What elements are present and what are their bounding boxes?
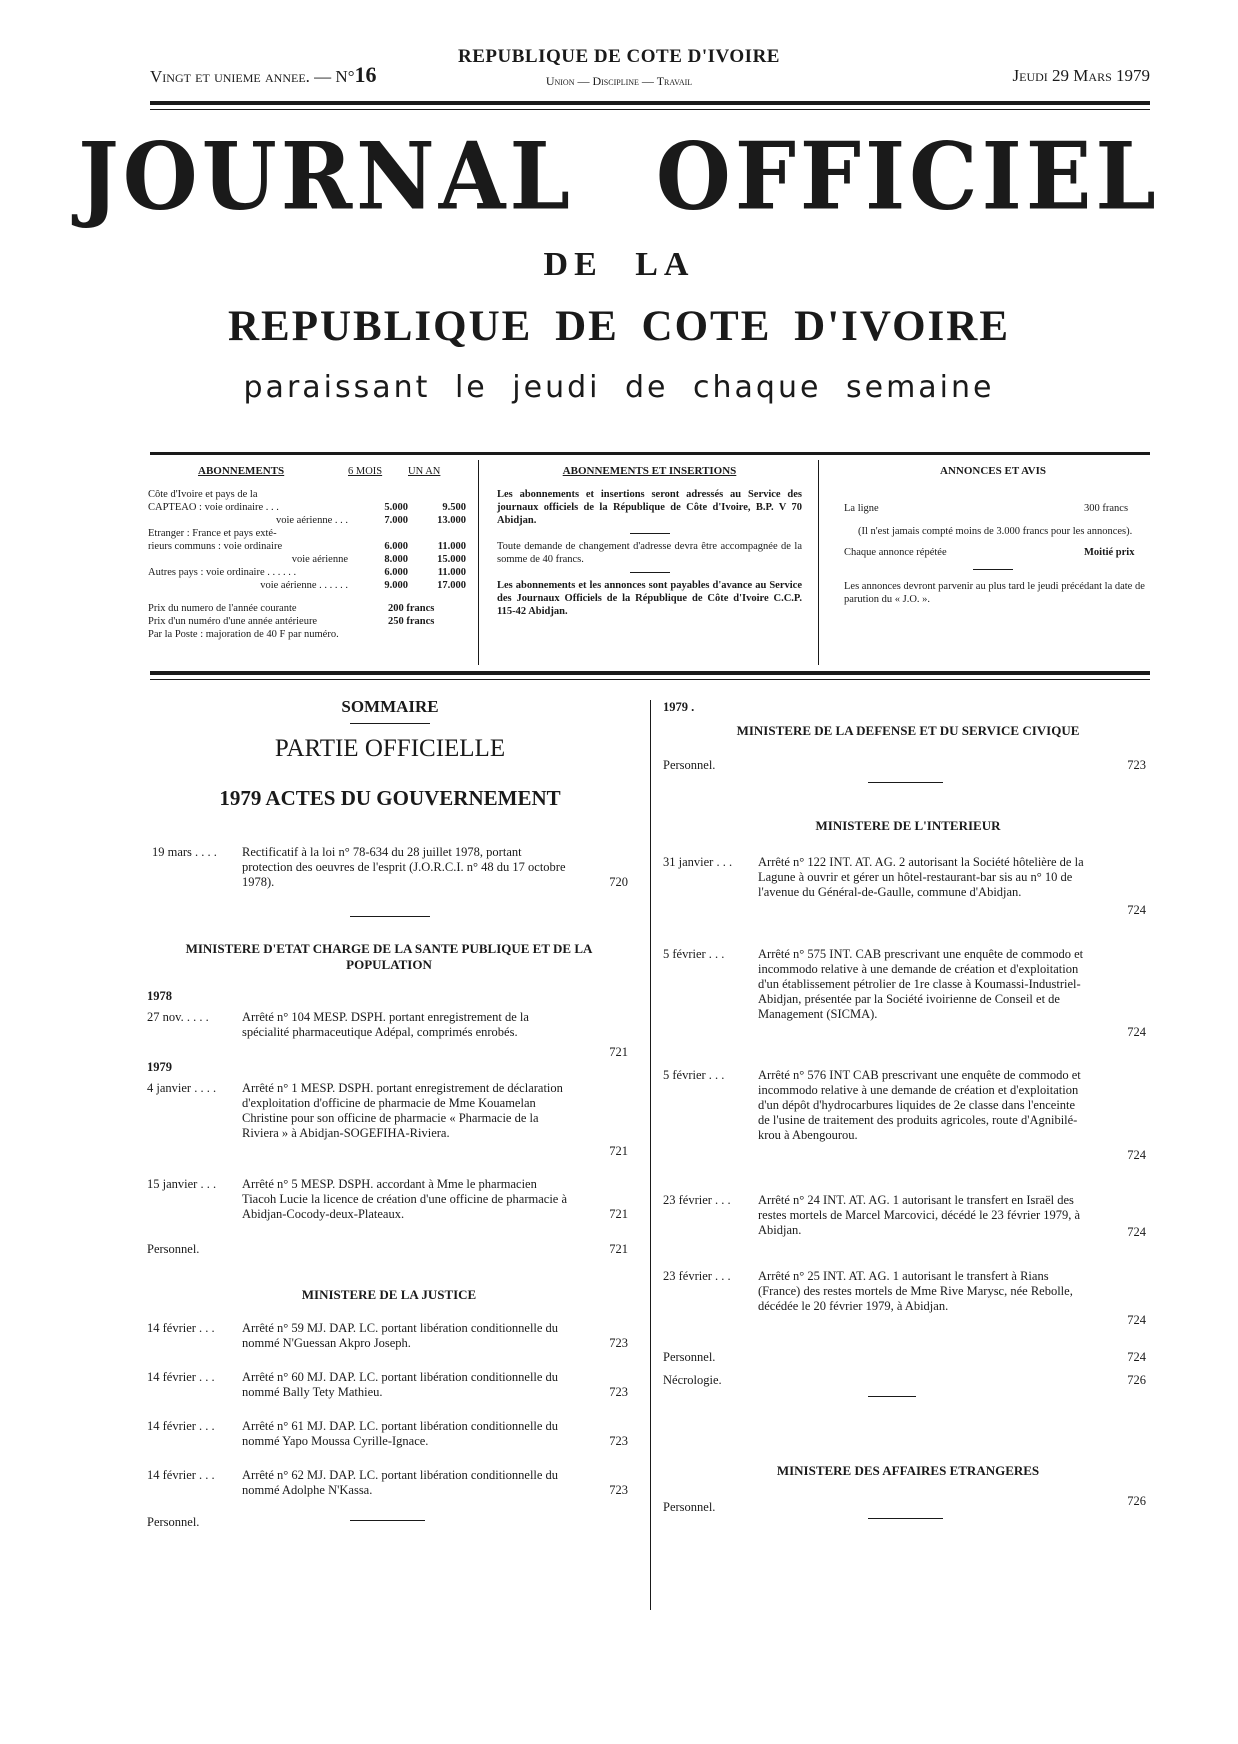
entry-page: 723 (609, 1483, 628, 1497)
section-justice: MINISTERE DE LA JUSTICE (301, 1287, 477, 1302)
entry-page: 724 (1127, 903, 1146, 917)
entry-text: Arrêté n° 104 MESP. DSPH. portant enregistrement de la spécialité pharmaceutique Adépal, comprimés enrobés. (242, 1010, 529, 1039)
entry-date: 31 janvier . . . (663, 855, 733, 869)
ads-line-price: La ligne 300 francs (844, 503, 1129, 514)
toc-entry (147, 1081, 630, 1161)
box-separator-1 (478, 460, 479, 665)
year-1978: 1978 (147, 989, 172, 1003)
postal-surcharge: Par la Poste : majoration de 40 F par numéro. (148, 629, 339, 640)
inserts-panel (497, 465, 802, 618)
toc-entry (663, 1068, 1148, 1164)
ads-minimum-note: (Il n'est jamais compté moins de 3.000 francs pour les annonces). (858, 526, 1133, 537)
personnel-etrangeres: Personnel. (663, 1500, 716, 1514)
subscriptions-panel (148, 465, 468, 641)
personnel-sante-page: 721 (609, 1242, 628, 1256)
col-one-year: UN AN (408, 466, 441, 477)
entry-date: 23 février . . . (663, 1193, 731, 1207)
entry-text: Arrêté n° 62 MJ. DAP. LC. portant libération conditionnelle du nommé Adolphe N'Kassa. (242, 1468, 559, 1497)
ads-title: ANNONCES ET AVIS (940, 465, 1046, 477)
entry-text: Arrêté n° 576 INT CAB prescrivant une enquête de commodo et incommodo relative à une demande de création et d'exploitation d'un dépôt d'hydrocarbures liquides de 2e classe dans l'enceinte de l'usine de traitement des produits agricoles, route d'Agnibilé-krou à Abengourou. (758, 1068, 1081, 1142)
entry-page: 724 (1127, 1313, 1146, 1327)
entry-text: Arrêté n° 122 INT. AT. AG. 2 autorisant la Société hôtelière de la Lagune à ouvrir et gérer un hôtel-restaurant-bar sis au n° 10 de l'avenue du Général-de-Gaulle, commune d'Abidjan. (758, 855, 1084, 899)
divider (868, 1396, 916, 1397)
entry-date: 5 février . . . (663, 1068, 725, 1082)
toc-entry (663, 947, 1148, 1043)
toc-entry (663, 855, 1148, 921)
toc-entry (147, 1419, 630, 1455)
subscription-line: Autres pays : voie ordinaire . . . . . . 6.000 11.000 (148, 567, 466, 578)
entry-date: 27 nov. . . . . (147, 1010, 209, 1024)
entry-text: Arrêté n° 575 INT. CAB prescrivant une enquête de commodo et incommodo relative à une demande de création et d'exploitation d'un établissement pétrolier de 1re classe à Koumassi-Industriel-Abidjan, présentée par la Société ivoirienne de Conseil et de Management (SICMA). (758, 947, 1084, 1021)
issue-prefix: Vingt et unieme annee. — N° (150, 67, 355, 86)
subscription-line: Etranger : France et pays exté- (148, 528, 277, 539)
entry-text: Arrêté n° 25 INT. AT. AG. 1 autorisant le transfert à Rians (France) des restes mortels de Mme Rive Marysc, née Rebolle, décédée le 20 février 1979, à Abidjan. (758, 1269, 1073, 1313)
personnel-defense-page: 723 (1127, 758, 1146, 772)
entry-text: Arrêté n° 1 MESP. DSPH. portant enregistrement de déclaration d'exploitation d'officine de pharmacie de Mme Kouamelan Christine pour son officine de pharmacie « Pharmacie de la Riviera » à Abidjan-SOGEFIHA-Riviera. (242, 1081, 563, 1140)
box-separator-2 (818, 460, 819, 665)
subscription-line: CAPTEAO : voie ordinaire . . . 5.000 9.500 (148, 502, 466, 513)
necrologie-page: 726 (1127, 1373, 1146, 1387)
toc-entry (147, 1370, 630, 1406)
entry-page: 723 (609, 1385, 628, 1399)
entry-text: Arrêté n° 24 INT. AT. AG. 1 autorisant le transfert en Israël des restes mortels de Marcel Marcovici, décédé le 23 février 1979, à Abidjan. (758, 1193, 1081, 1237)
necrologie: Nécrologie. (663, 1373, 722, 1387)
box-bottom-rule-thin (150, 679, 1150, 680)
toc-entry (147, 1177, 630, 1223)
subscription-line: voie aérienne . . . 7.000 13.000 (275, 515, 466, 526)
entry-page: 724 (1127, 1148, 1146, 1162)
entry-date: 14 février . . . (147, 1321, 215, 1335)
subscription-line: voie aérienne . . . . . . 9.000 17.000 (260, 580, 466, 591)
divider (973, 569, 1013, 570)
toc-entry (152, 845, 630, 891)
subscription-lines (148, 488, 468, 592)
ads-panel (838, 465, 1148, 606)
divider (630, 533, 670, 534)
column-separator (650, 700, 651, 1610)
section-defense: MINISTERE DE LA DEFENSE ET DU SERVICE CIVIQUE (736, 723, 1080, 738)
price-current: Prix du numero de l'année courante 200 francs (148, 603, 435, 614)
year-1979: 1979 (147, 1060, 172, 1074)
toc-entry (147, 1010, 630, 1059)
personnel-interieur-page: 724 (1127, 1350, 1146, 1364)
toc-entry (147, 1321, 630, 1357)
entry-text: Arrêté n° 60 MJ. DAP. LC. portant libération conditionnelle du nommé Bally Tety Mathieu. (242, 1370, 559, 1399)
year-1979-right: 1979 . (663, 700, 695, 714)
top-rule (150, 101, 1150, 105)
section-interieur: MINISTERE DE L'INTERIEUR (815, 818, 1001, 833)
entry-date: 23 février . . . (663, 1269, 731, 1283)
personnel-defense: Personnel. (663, 758, 716, 772)
entry-date: 14 février . . . (147, 1370, 215, 1384)
header-motto: Union — Discipline — Travail (545, 74, 693, 88)
header-republic: REPUBLIQUE DE COTE D'IVOIRE (458, 46, 780, 67)
entry-date: 4 janvier . . . . (147, 1081, 217, 1095)
entry-page: 724 (1127, 1025, 1146, 1039)
partie-officielle-heading: PARTIE OFFICIELLE (274, 735, 506, 762)
divider (350, 723, 430, 724)
section-sante: MINISTERE D'ETAT CHARGE DE LA SANTE PUBLIQUE ET DE LA POPULATION (185, 941, 593, 972)
toc-entry (663, 1193, 1148, 1243)
entry-text: Arrêté n° 61 MJ. DAP. LC. portant libération conditionnelle du nommé Yapo Moussa Cyrille-Ignace. (242, 1419, 559, 1448)
box-bottom-rule (150, 671, 1150, 675)
entry-text: Arrêté n° 5 MESP. DSPH. accordant à Mme le pharmacien Tiacoh Lucie la licence de création d'une officine de pharmacie à Abidjan-Cocody-deux-Plateaux. (242, 1177, 568, 1221)
divider (350, 916, 430, 917)
subscription-line: Côte d'Ivoire et pays de la (148, 489, 258, 500)
divider (630, 572, 670, 573)
issue-number: 16 (354, 62, 377, 87)
inserts-title: ABONNEMENTS ET INSERTIONS (562, 465, 737, 477)
entry-date: 19 mars . . . . (152, 845, 217, 859)
divider (868, 1518, 943, 1519)
price-previous: Prix d'un numéro d'une année antérieure 250 francs (148, 616, 435, 627)
entry-text: Arrêté n° 59 MJ. DAP. LC. portant libération conditionnelle du nommé N'Guessan Akpro Joseph. (242, 1321, 559, 1350)
box-top-rule (150, 452, 1150, 455)
subscription-line: voie aérienne 8.000 15.000 (291, 554, 466, 565)
personnel-justice: Personnel. (147, 1515, 200, 1529)
entry-page: 723 (609, 1434, 628, 1448)
col-6-months: 6 MOIS (348, 466, 383, 477)
actes-heading: 1979 ACTES DU GOUVERNEMENT (219, 786, 561, 810)
inserts-address: Les abonnements et insertions seront adressés au Service des journaux officiels de la République de Côte d'Ivoire, B.P. V 70 Abidjan. (497, 489, 802, 526)
entry-date: 14 février . . . (147, 1419, 215, 1433)
entry-date: 15 janvier . . . (147, 1177, 217, 1191)
masthead-republic: REPUBLIQUE DE COTE D'IVOIRE (227, 303, 1010, 350)
toc-entry (663, 1269, 1148, 1335)
subscription-line: rieurs communs : voie ordinaire 6.000 11.000 (148, 541, 466, 552)
divider (350, 1520, 425, 1521)
entry-page: 721 (609, 1207, 628, 1221)
masthead-tagline: paraissant le jeudi de chaque semaine (243, 370, 995, 405)
entry-page: 721 (609, 1144, 628, 1158)
divider (868, 782, 943, 783)
personnel-etrangeres-page: 726 (1127, 1494, 1146, 1508)
entry-date: 14 février . . . (147, 1468, 215, 1482)
entry-page: 721 (609, 1045, 628, 1059)
subscriptions-title: ABONNEMENTS (198, 465, 285, 477)
personnel-sante: Personnel. (147, 1242, 200, 1256)
inserts-change-address: Toute demande de changement d'adresse devra être accompagnée de la somme de 40 francs. (497, 541, 802, 565)
masthead-title: JOURNAL OFFICIEL (78, 121, 1160, 232)
inserts-payment: Les abonnements et les annonces sont payables d'avance au Service des Journaux Officiels de la République de Côte d'Ivoire C.C.P. 115-42 Abidjan. (497, 580, 802, 617)
toc-entry (147, 1468, 630, 1504)
issue-date: Jeudi 29 Mars 1979 (1012, 66, 1150, 85)
personnel-interieur: Personnel. (663, 1350, 716, 1364)
ads-repeat-price: Chaque annonce répétée Moitié prix (844, 547, 1135, 558)
entry-page: 724 (1127, 1225, 1146, 1239)
ads-deadline: Les annonces devront parvenir au plus tard le jeudi précédant la date de parution du « J.O. ». (844, 581, 1145, 605)
masthead-de-la: DE LA (543, 246, 695, 283)
section-affaires-etrangeres: MINISTERE DES AFFAIRES ETRANGERES (776, 1463, 1040, 1478)
entry-date: 5 février . . . (663, 947, 725, 961)
entry-page: 723 (609, 1336, 628, 1350)
sommaire-heading: SOMMAIRE (341, 697, 439, 716)
top-rule-thin (150, 109, 1150, 110)
entry-page: 720 (609, 875, 628, 889)
entry-text: Rectificatif à la loi n° 78-634 du 28 juillet 1978, portant protection des oeuvres de l'esprit (J.O.R.C.I. n° 48 du 17 octobre 1978). (242, 845, 566, 889)
